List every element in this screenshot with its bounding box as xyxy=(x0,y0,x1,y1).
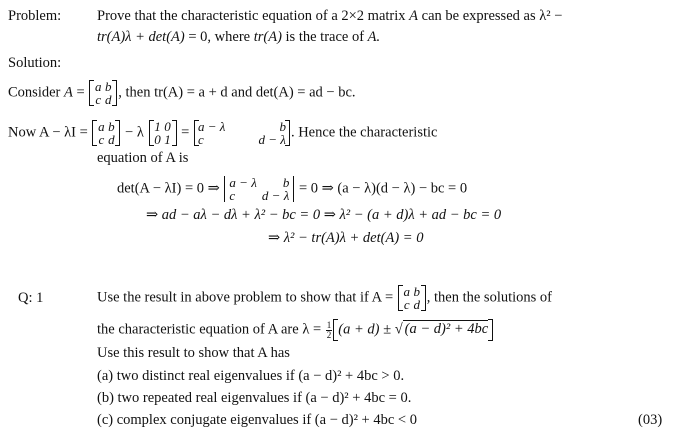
close-bracket xyxy=(488,319,493,341)
matrix-A: a b c d xyxy=(89,80,117,106)
question-item-a: (a) two distinct real eigenvalues if (a − d)² + 4bc > 0. xyxy=(97,368,405,384)
matrix-A-minus-lambda-I: a − λ b c d − λ xyxy=(194,120,290,146)
question-item-c: (c) complex conjugate eigenvalues if (a − d)² + 4bc < 0 xyxy=(97,412,417,428)
solution-label: Solution: xyxy=(8,55,62,71)
question-item-b: (b) two repeated real eigenvalues if (a − d)² + 4bc = 0. xyxy=(97,390,412,406)
determinant-A-minus-lambda-I: a − λ b c d − λ xyxy=(224,176,294,202)
identity-matrix: 1 0 0 1 xyxy=(149,120,177,146)
question-line-2: the characteristic equation of A are λ = $\frac{1}{2}$ (a + d) ± √ (a − d)² + 4bc xyxy=(97,319,493,341)
question-line-3: Use this result to show that A has xyxy=(97,345,290,361)
question-line-1: Use the result in above problem to show that if A = a b c d , then the solutions of xyxy=(97,284,553,312)
matrix-A-repeat: a b c d xyxy=(92,120,120,146)
sqrt-discriminant: (a − d)² + 4bc xyxy=(404,321,489,338)
matrix-A-question: a b c d xyxy=(398,285,426,311)
problem-statement-line-2: tr(A)λ + det(A) = 0, where tr(A) is the trace of A. xyxy=(97,29,381,45)
problem-label: Problem: xyxy=(8,8,62,24)
derivation-line-2: ⇒ ad − aλ − dλ + λ² − bc = 0 ⇒ λ² − (a + d)λ + ad − bc = 0 xyxy=(146,207,502,223)
one-half-fraction: $\frac{1}{2}$ xyxy=(326,319,332,340)
derivation-line-1: det(A − λI) = 0 ⇒ a − λ b c d − λ = 0 ⇒ (a − λ)(d − λ) − bc = 0 xyxy=(117,175,468,203)
now-line: Now A − λI = a b c d − λ 1 0 0 1 = a − λ b c d − λ . Hence the characteristic xyxy=(8,119,438,147)
question-marks: (03) xyxy=(638,412,663,428)
derivation-line-3: ⇒ λ² − tr(A)λ + det(A) = 0 xyxy=(268,230,424,246)
question-label: Q: 1 xyxy=(18,290,44,306)
problem-statement-line-1: Prove that the characteristic equation of a 2×2 matrix A can be expressed as λ² − xyxy=(97,8,563,24)
now-line-2: equation of A is xyxy=(97,150,189,166)
consider-line: Consider A = a b c d , then tr(A) = a + d and det(A) = ad − bc. xyxy=(8,79,356,107)
